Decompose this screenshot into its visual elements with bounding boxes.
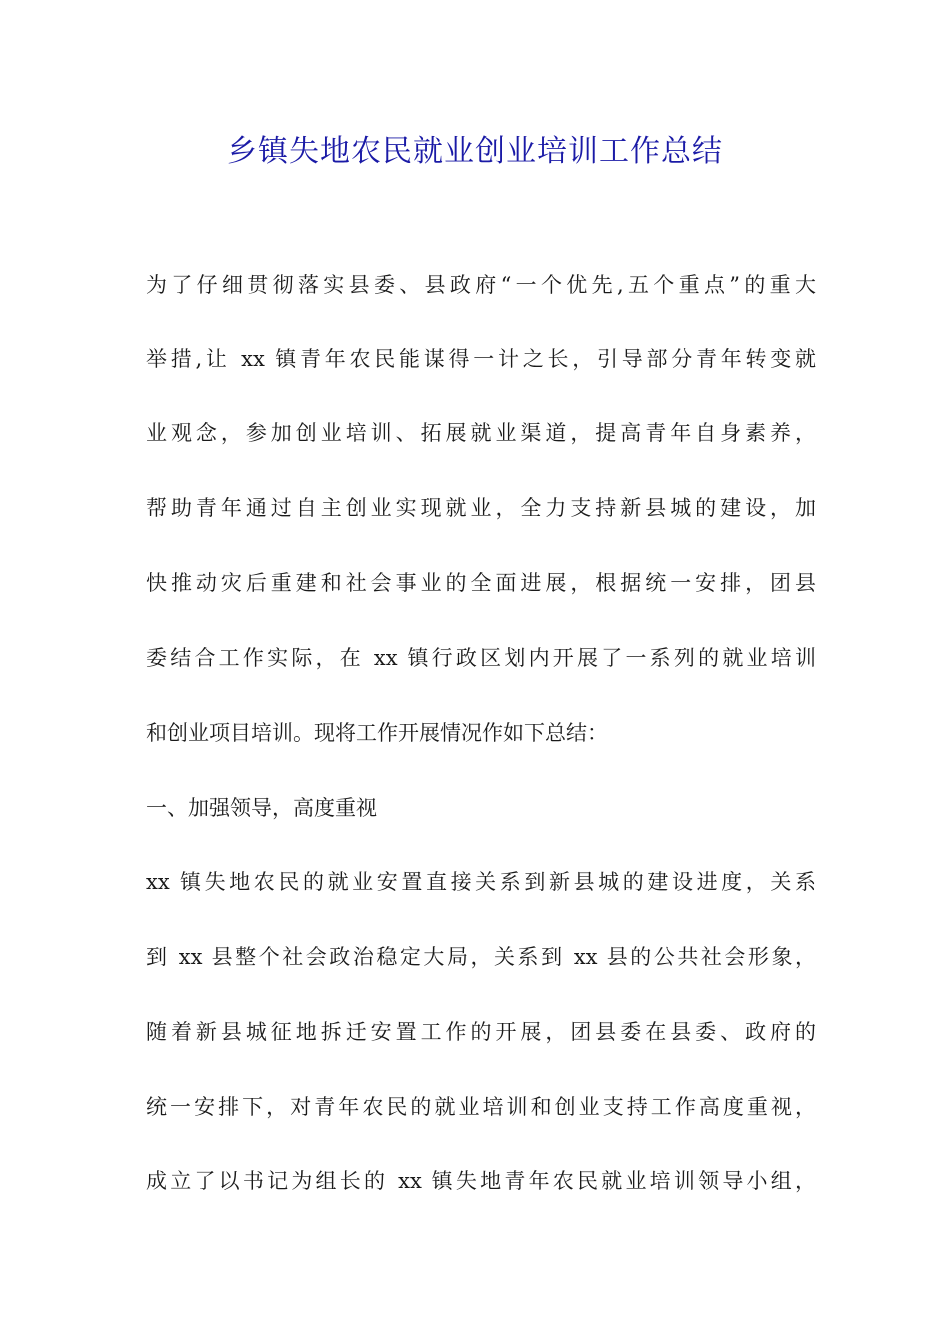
paragraph-line: 委结合工作实际，在 xx 镇行政区划内开展了一系列的就业培训 <box>146 646 816 670</box>
paragraph-line: 随着新县城征地拆迁安置工作的开展，团县委在县委、政府的 <box>146 1020 816 1044</box>
section-heading: 一、加强领导，高度重视 <box>146 796 377 820</box>
paragraph-line: 成立了以书记为组长的 xx 镇失地青年农民就业培训领导小组， <box>146 1169 816 1193</box>
paragraph-line: 帮助青年通过自主创业实现就业，全力支持新县城的建设，加 <box>146 496 816 520</box>
paragraph-line: 举措,让 xx 镇青年农民能谋得一计之长，引导部分青年转变就 <box>146 347 816 371</box>
paragraph-line: 业观念，参加创业培训、拓展就业渠道，提高青年自身素养， <box>146 421 816 445</box>
paragraph-line: xx 镇失地农民的就业安置直接关系到新县城的建设进度，关系 <box>146 870 816 894</box>
paragraph-line: 和创业项目培训。现将工作开展情况作如下总结： <box>146 721 608 745</box>
document-title: 乡镇失地农民就业创业培训工作总结 <box>227 134 723 169</box>
paragraph-line: 快推动灾后重建和社会事业的全面进展，根据统一安排，团县 <box>146 571 816 595</box>
paragraph-line: 统一安排下，对青年农民的就业培训和创业支持工作高度重视， <box>146 1095 816 1119</box>
paragraph-line: 到 xx 县整个社会政治稳定大局，关系到 xx 县的公共社会形象， <box>146 945 816 969</box>
paragraph-line: 为了仔细贯彻落实县委、县政府“一个优先,五个重点”的重大 <box>146 273 816 297</box>
